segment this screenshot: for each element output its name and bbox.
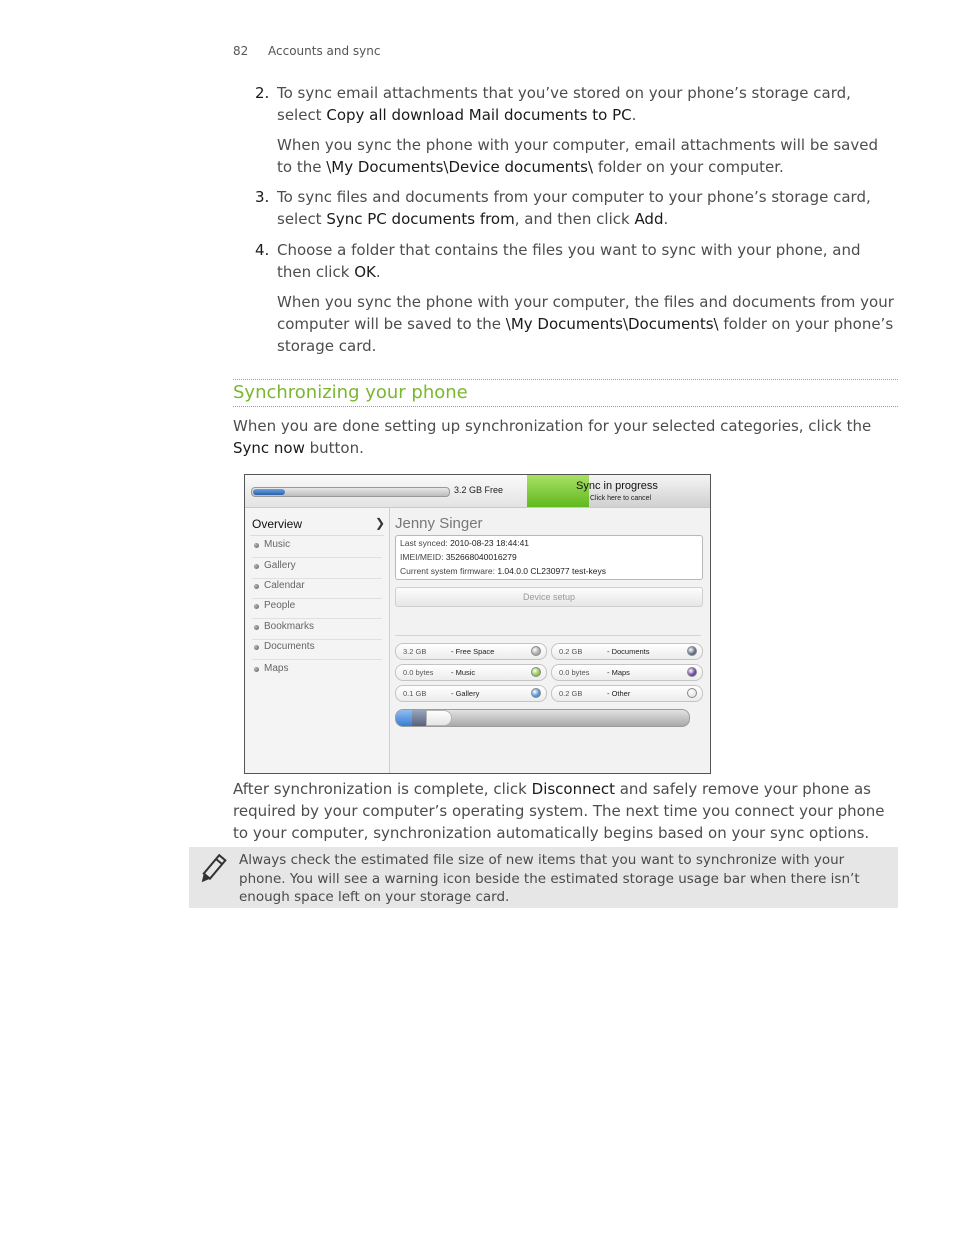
device-info-box (395, 535, 703, 580)
usage-segment-other (426, 710, 452, 726)
category-sidebar (245, 508, 390, 773)
cancel-sync-link[interactable]: Click here to cancel (590, 495, 652, 502)
bullet-icon (254, 667, 259, 672)
capacity-label: 3.2 GB Free (454, 485, 504, 495)
tip-box (189, 847, 898, 908)
legend-dot-icon (531, 646, 541, 656)
sidebar-item-music[interactable] (252, 537, 382, 558)
step-text-part: . (375, 263, 381, 281)
note-text: When you sync the phone with your computer, email attachments will be saved to the (277, 136, 878, 176)
step-highlight: Copy all download Mail documents to PC (326, 106, 632, 124)
section-intro (233, 415, 898, 459)
device-name: Jenny Singer (395, 515, 483, 532)
capacity-bar-fill (253, 489, 285, 495)
usage-segment-documents (412, 710, 426, 726)
step-text-part: To sync email attachments that you’ve stored on your phone’s storage card, select (277, 84, 851, 124)
sidebar-item-maps[interactable] (252, 661, 382, 681)
info-label: Last synced: (400, 538, 448, 548)
note-text: folder on your computer. (593, 158, 784, 176)
usage-segment-gallery (396, 710, 412, 726)
storage-name: - Maps (607, 668, 630, 677)
after-text: After synchronization is complete, click (233, 780, 532, 798)
step-text (277, 82, 895, 126)
storage-size: 0.1 GB (403, 689, 427, 698)
info-value: 2010-08-23 18:44:41 (450, 538, 530, 548)
section-title: Synchronizing your phone (233, 382, 468, 403)
storage-size: 0.2 GB (559, 689, 583, 698)
sidebar-item-gallery[interactable] (252, 558, 382, 579)
legend-dot-icon (531, 688, 541, 698)
chevron-right-icon: ❯ (375, 516, 386, 530)
legend-dot-icon (687, 646, 697, 656)
section-name: Accounts and sync (268, 44, 381, 58)
sidebar-item-calendar[interactable] (252, 578, 382, 599)
storage-music (395, 664, 547, 681)
storage-name: - Music (451, 668, 476, 677)
sidebar-item-label: Maps (264, 663, 289, 674)
sidebar-item-label: People (264, 600, 296, 611)
storage-size: 0.2 GB (559, 647, 583, 656)
after-sync-paragraph (233, 778, 898, 844)
step-2 (255, 82, 895, 126)
sync-screenshot (244, 474, 711, 774)
note-highlight: \My Documents\Documents\ (505, 315, 719, 333)
section-divider-bottom (233, 406, 898, 407)
step-highlight: OK (354, 263, 376, 281)
step-text-part: To sync files and documents from your computer to your phone’s storage card, select (277, 188, 871, 228)
note-text: folder on your phone’s storage card. (277, 315, 894, 355)
storage-documents (551, 643, 703, 660)
capacity-bar-area (245, 475, 710, 508)
storage-size: 0.0 bytes (559, 668, 590, 677)
bullet-icon (254, 625, 259, 630)
bullet-icon (254, 543, 259, 548)
divider (250, 535, 384, 536)
imei-row (400, 552, 517, 562)
storage-name: - Documents (607, 647, 650, 656)
pencil-icon (195, 853, 229, 887)
step-text-part: . (631, 106, 637, 124)
bullet-icon (254, 564, 259, 569)
intro-text: When you are done setting up synchronization for your selected categories, click the (233, 417, 872, 435)
step-3 (255, 186, 895, 230)
sidebar-item-bookmarks[interactable] (252, 619, 382, 640)
step-4-note (277, 291, 897, 357)
legend-dot-icon (687, 667, 697, 677)
legend-dot-icon (531, 667, 541, 677)
info-label: Current system firmware: (400, 566, 495, 576)
storage-name: - Free Space (451, 647, 495, 656)
sidebar-item-label: Calendar (264, 580, 305, 591)
storage-maps (551, 664, 703, 681)
capacity-bar (251, 487, 450, 497)
device-setup-button[interactable]: Device setup (395, 587, 703, 607)
storage-size: 3.2 GB (403, 647, 427, 656)
step-text-part: . (663, 210, 669, 228)
bullet-icon (254, 645, 259, 650)
step-2-note (277, 134, 897, 178)
step-number: 3. (255, 188, 270, 206)
sidebar-item-label: Bookmarks (264, 621, 315, 632)
info-value: 1.04.0.0 CL230977 test-keys (497, 566, 606, 576)
firmware-row (400, 566, 606, 576)
tip-text: Always check the estimated file size of new items that you want to synchronize with your phone. You will see a warning icon beside the estimated storage usage bar when there isn’t enough space left on your storage card. (239, 852, 860, 905)
storage-other (551, 685, 703, 702)
step-text (277, 239, 895, 283)
step-highlight: Sync PC documents from (326, 210, 515, 228)
step-text (277, 186, 895, 230)
legend-dot-icon (687, 688, 697, 698)
page-number: 82 (233, 44, 249, 58)
note-text: When you sync the phone with your computer, the files and documents from your computer will be saved to the (277, 293, 894, 333)
storage-usage-bar (395, 709, 690, 727)
sidebar-item-label: Gallery (264, 560, 296, 571)
step-text-part: Choose a folder that contains the files you want to sync with your phone, and then click (277, 241, 861, 281)
note-highlight: \My Documents\Device documents\ (326, 158, 594, 176)
after-text: and safely remove your phone as required by your computer’s operating system. The next time you connect your phone to your computer, synchronization automatically begins based on your sync options. (233, 780, 885, 842)
storage-free-space (395, 643, 547, 660)
last-synced-row (400, 538, 529, 548)
after-highlight: Disconnect (531, 780, 615, 798)
sync-status-title: Sync in progress (576, 480, 658, 492)
intro-highlight: Sync now (233, 439, 305, 457)
storage-name: - Gallery (451, 689, 480, 698)
storage-size: 0.0 bytes (403, 668, 434, 677)
section-divider-top (233, 379, 898, 380)
sidebar-item-label: Music (264, 539, 291, 550)
sidebar-item-documents[interactable] (252, 639, 382, 660)
sidebar-item-overview[interactable]: Overview (252, 517, 303, 531)
step-number: 2. (255, 84, 270, 102)
step-highlight: Add (634, 210, 664, 228)
sidebar-item-people[interactable] (252, 598, 382, 619)
bullet-icon (254, 604, 259, 609)
step-number: 4. (255, 241, 270, 259)
storage-gallery (395, 685, 547, 702)
divider (395, 635, 701, 636)
info-label: IMEI/MEID: (400, 552, 444, 562)
info-value: 352668040016279 (445, 552, 517, 562)
page-header (233, 44, 380, 58)
storage-name: - Other (607, 689, 631, 698)
bullet-icon (254, 584, 259, 589)
sidebar-item-label: Documents (264, 641, 315, 652)
intro-text: button. (304, 439, 364, 457)
step-text-part: , and then click (514, 210, 635, 228)
step-4 (255, 239, 895, 283)
